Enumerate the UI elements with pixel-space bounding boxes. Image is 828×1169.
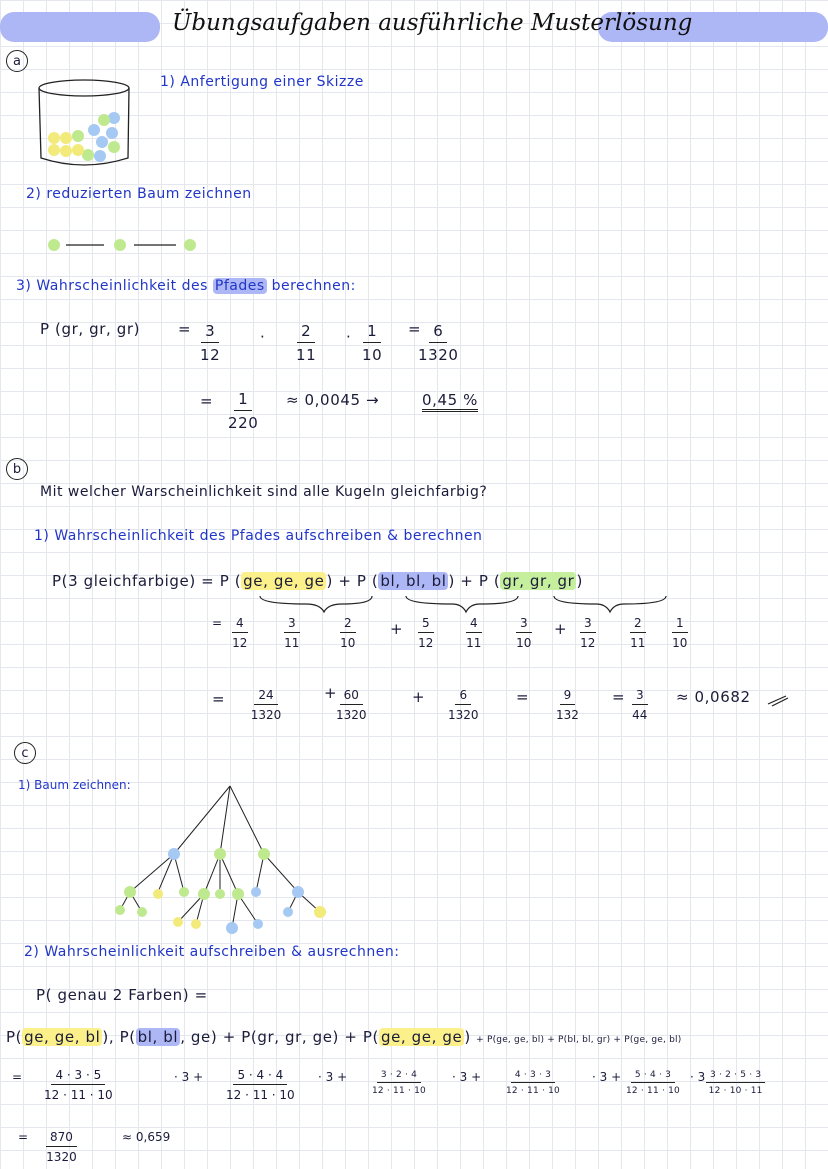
b-bl-term: bl, bl, bl [380, 572, 447, 590]
c-t1: ge, ge, bl [24, 1028, 101, 1046]
b-sum-result: $\frac{9}{132}$ [556, 688, 579, 722]
c-t2: bl, bl [137, 1028, 179, 1046]
b-eq-2: = [212, 690, 226, 708]
c-lhs: P( genau 2 Farben) = [36, 986, 208, 1004]
c-final-approx: ≈ 0,659 [122, 1130, 171, 1144]
b-eq-4: = [612, 688, 626, 706]
a-frac-5: $\frac{1}{220}$ [228, 390, 259, 432]
c-m1: · 3 + [174, 1070, 204, 1084]
a-frac-4: $\frac{6}{1320}$ [418, 322, 459, 364]
b-underline-mark [766, 694, 790, 706]
urn-sketch [38, 78, 138, 178]
c-r2: $\frac{5 \cdot 4 \cdot 4}{12 \cdot 11 \cdot 10}$ [226, 1068, 295, 1102]
b-frac-7: $\frac{3}{12}$ [580, 616, 596, 650]
c-r5: $\frac{5 \cdot 4 \cdot 3}{12 \cdot 11 \cdot 10}$ [626, 1070, 680, 1096]
b-frac-4: $\frac{5}{12}$ [418, 616, 434, 650]
c-r3: $\frac{3 \cdot 2 \cdot 4}{12 \cdot 11 \cdot 10}$ [372, 1070, 426, 1096]
b-frac-6: $\frac{3}{10}$ [516, 616, 532, 650]
b-plus-4: + [412, 688, 426, 706]
a-result: 0,45 % [422, 391, 478, 412]
probability-tree [108, 782, 348, 942]
b-gr-term: gr, gr, gr [502, 572, 575, 590]
c-r1: $\frac{4 \cdot 3 \cdot 5}{12 \cdot 11 \cdot 10}$ [44, 1068, 113, 1102]
b-frac-5: $\frac{4}{11}$ [466, 616, 482, 650]
a-step1: 1) Anfertigung einer Skizze [160, 74, 364, 90]
a-dot: · [260, 328, 266, 346]
b-frac-3: $\frac{2}{10}$ [340, 616, 356, 650]
c-step1: 1) Baum zeichnen: [18, 778, 131, 792]
c-m2: · 3 + [318, 1070, 348, 1084]
b-step1: 1) Wahrscheinlichkeit des Pfades aufschreiben & berechnen [34, 528, 483, 544]
a-eq: = [178, 320, 192, 338]
c-terms: P( ge, ge, bl ), P( bl, bl , ge) + P(gr, gr, ge) + P( ge, ge, ge ) + P(ge, ge, bl) + P(bl, bl, gr) + P(ge, ge, bl) [6, 1028, 682, 1046]
page-title: Übungsaufgaben ausführliche Musterlösung [172, 10, 693, 36]
section-c-marker: c [14, 742, 36, 764]
a-approx: ≈ 0,0045 → [286, 391, 380, 409]
b-frac-1: $\frac{4}{12}$ [232, 616, 248, 650]
a-frac-1: $\frac{3}{12}$ [200, 322, 221, 364]
c-m3: · 3 + [452, 1070, 482, 1084]
c-r4: $\frac{4 \cdot 3 \cdot 3}{12 \cdot 11 \cdot 10}$ [506, 1070, 560, 1096]
b-eq: = [212, 616, 223, 630]
c-final-frac: $\frac{870}{1320}$ [46, 1130, 77, 1164]
reduced-tree [44, 236, 204, 256]
a-eq-3: = [200, 392, 214, 410]
a-eq-2: = [408, 320, 422, 338]
ball-group [48, 112, 120, 162]
c-m5: · 3 [690, 1070, 706, 1084]
b-expression: P(3 gleichfarbige) = P ( ge, ge, ge ) + P ( bl, bl, bl ) + P ( gr, gr, gr ) [52, 572, 583, 590]
c-terms-tail: + P(ge, ge, bl) + P(bl, bl, gr) + P(ge, ge, bl) [476, 1035, 682, 1045]
c-final-eq: = [18, 1130, 29, 1144]
b-sum-3: $\frac{6}{1320}$ [448, 688, 479, 722]
b-plus-2: + [554, 620, 568, 638]
b-frac-2: $\frac{3}{11}$ [284, 616, 300, 650]
b-eq-3: = [516, 688, 530, 706]
a-step3: 3) Wahrscheinlichkeit des Pfades berechnen: [16, 278, 356, 294]
b-plus-1: + [390, 620, 404, 638]
a-frac-2: $\frac{2}{11}$ [296, 322, 317, 364]
section-b-marker: b [6, 458, 28, 480]
a-step3-highlight: Pfades [214, 278, 265, 294]
c-r6: $\frac{3 \cdot 2 \cdot 5 \cdot 3}{12 \cdot 10 \cdot 11}$ [706, 1070, 765, 1096]
b-reduced: $\frac{3}{44}$ [632, 688, 648, 722]
b-question: Mit welcher Warscheinlichkeit sind alle Kugeln gleichfarbig? [40, 484, 488, 500]
c-row-eq: = [12, 1070, 23, 1084]
a-step2: 2) reduzierten Baum zeichnen [26, 186, 252, 202]
header-accent-left [0, 12, 160, 42]
c-m4: · 3 + [592, 1070, 622, 1084]
b-sum-1: $\frac{24}{1320}$ [250, 688, 282, 722]
c-t3: ge, ge, ge [380, 1028, 463, 1046]
b-braces [256, 594, 676, 614]
b-approx: ≈ 0,0682 [676, 688, 751, 706]
a-frac-3: $\frac{1}{10}$ [362, 322, 383, 364]
b-frac-8: $\frac{2}{11}$ [630, 616, 646, 650]
b-sum-2: $\frac{60}{1320}$ [336, 688, 367, 722]
b-plus-3: + [324, 684, 338, 702]
b-frac-9: $\frac{1}{10}$ [672, 616, 688, 650]
a-dot-2: · [346, 328, 352, 346]
a-lhs: P (gr, gr, gr) [40, 320, 141, 338]
c-step2: 2) Wahrscheinlichkeit aufschreiben & ausrechnen: [24, 944, 400, 960]
section-a-marker: a [6, 50, 28, 72]
b-ge-term: ge, ge, ge [243, 572, 325, 590]
